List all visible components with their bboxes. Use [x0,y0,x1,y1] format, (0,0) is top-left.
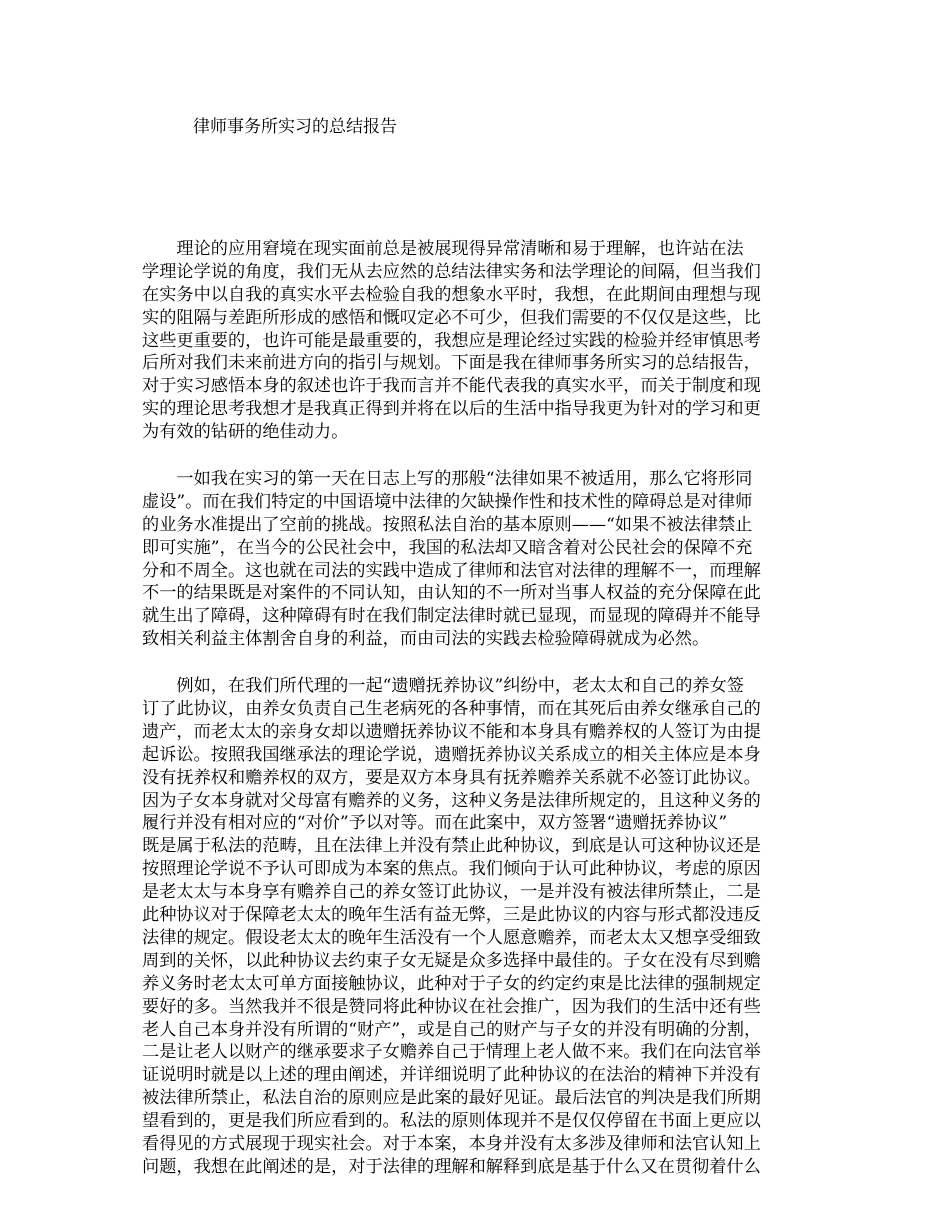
text-line: 订了此协议，由养女负责自己生老病死的各种事情，而在其死后由养女继承自己的 [142,699,761,720]
text-line: 老人自己本身并没有所谓的“财产”，或是自己的财产与子女的并没有明确的分割， [142,1019,762,1040]
text-line: 看得见的方式展现于现实社会。对于本案，本身并没有太多涉及律师和法官认知上 [142,1133,761,1154]
text-line: 既是属于私法的范畴，且在法律上并没有禁止此种协议，到底是认可这种协议还是 [142,836,761,857]
text-line: 证说明时就是以上述的理由阐述，并详细说明了此种协议的在法治的精神下并没有 [142,1065,761,1086]
text-line: 就生出了障碍，这种障碍有时在我们制定法律时就已显现，而显现的障碍并不能导 [142,606,761,627]
text-line: 遗产，而老太太的亲身女却以遗赠抚养协议不能和本身具有赡养权的人签订为由提 [142,721,761,742]
text-line: 理论的应用窘境在现实面前总是被展现得异常清晰和易于理解，也许站在法 [142,239,744,259]
text-line: 因为子女本身就对父母富有赡养的义务，这种义务是法律所规定的，且这种义务的 [142,790,761,811]
text-line: 望看到的，更是我们所应看到的。私法的原则体现并不是仅仅停留在书面上更应以 [142,1111,761,1132]
text-line: 即可实施”，在当今的公民社会中，我国的私法却又暗含着对公民社会的保障不充 [142,537,753,558]
document-body [142,238,814,1203]
text-line: 例如，在我们所代理的一起“遗赠抚养协议”纠纷中，老太太和自己的养女签 [142,676,744,697]
text-line: 问题，我想在此阐述的是，对于法律的理解和解释到底是基于什么又在贯彻着什么 [142,1156,761,1177]
text-line: 要好的多。当然我并不很是赞同将此种协议在社会推广，因为我们的生活中还有些 [142,996,761,1017]
text-line: 学理论学说的角度，我们无从去应然的总结法律实务和法学理论的间隔，但当我们 [142,261,761,282]
document-title: 律师事务所实习的总结报告 [193,117,397,137]
text-line: 实的阻隔与差距所形成的感悟和慨叹定必不可少，但我们需要的不仅仅是这些，比 [142,307,761,328]
text-line: 履行并没有相对应的“对价”予以对等。而在此案中，双方签署“遗赠抚养协议” [142,813,728,834]
text-line: 后所对我们未来前进方向的指引与规划。下面是我在律师事务所实习的总结报告， [142,353,761,374]
text-line: 分和不周全。这也就在司法的实践中造成了律师和法官对法律的理解不一，而理解 [142,560,761,581]
text-line: 一如我在实习的第一天在日志上写的那般“法律如果不被适用，那么它将形同 [142,469,753,490]
text-line: 法律的规定。假设老太太的晚年生活没有一个人愿意赡养，而老太太又想享受细致 [142,927,761,948]
text-line: 在实务中以自我的真实水平去检验自我的想象水平时，我想，在此期间由理想与现 [142,284,761,305]
text-line: 按照理论学说不予认可即成为本案的焦点。我们倾向于认可此种协议，考虑的原因 [142,859,761,880]
text-line: 起诉讼。按照我国继承法的理论学说，遗赠抚养协议关系成立的相关主体应是本身 [142,744,761,765]
paragraph [142,468,814,651]
paragraph [142,675,814,1179]
text-line: 二是让老人以财产的继承要求子女赡养自己于情理上老人做不来。我们在向法官举 [142,1042,761,1063]
text-line: 是老太太与本身享有赡养自己的养女签订此协议，一是并没有被法律所禁止，二是 [142,882,761,903]
text-line: 实的理论思考我想才是我真正得到并将在以后的生活中指导我更为针对的学习和更 [142,399,761,420]
text-line: 养义务时老太太可单方面接触协议，此种对于子女的约定约束是比法律的强制规定 [142,973,761,994]
text-line: 对于实习感悟本身的叙述也许于我而言并不能代表我的真实水平，而关于制度和现 [142,376,761,397]
text-line: 虚设”。而在我们特定的中国语境中法律的欠缺操作性和技术性的障碍总是对律师 [142,491,753,512]
paragraph [142,238,814,444]
text-line: 这些更重要的，也许可能是最重要的，我想应是理论经过实践的检验并经审慎思考 [142,330,761,351]
text-line: 为有效的钻研的绝佳动力。 [142,422,349,443]
text-line: 没有抚养权和赡养权的双方，要是双方本身具有抚养赡养关系就不必签订此协议。 [142,767,761,788]
text-line: 此种协议对于保障老太太的晚年生活有益无弊，三是此协议的内容与形式都没违反 [142,905,761,926]
text-line: 不一的结果既是对案件的不同认知，由认知的不一所对当事人权益的充分保障在此 [142,583,761,604]
text-line: 致相关利益主体割舍自身的利益，而由司法的实践去检验障碍就成为必然。 [142,629,710,650]
text-line: 被法律所禁止，私法自治的原则应是此案的最好见证。最后法官的判决是我们所期 [142,1088,761,1109]
text-line: 周到的关怀，以此种协议去约束子女无疑是众多选择中最佳的。子女在没有尽到赡 [142,950,761,971]
text-line: 的业务水准提出了空前的挑战。按照私法自治的基本原则——“如果不被法律禁止 [142,514,753,535]
